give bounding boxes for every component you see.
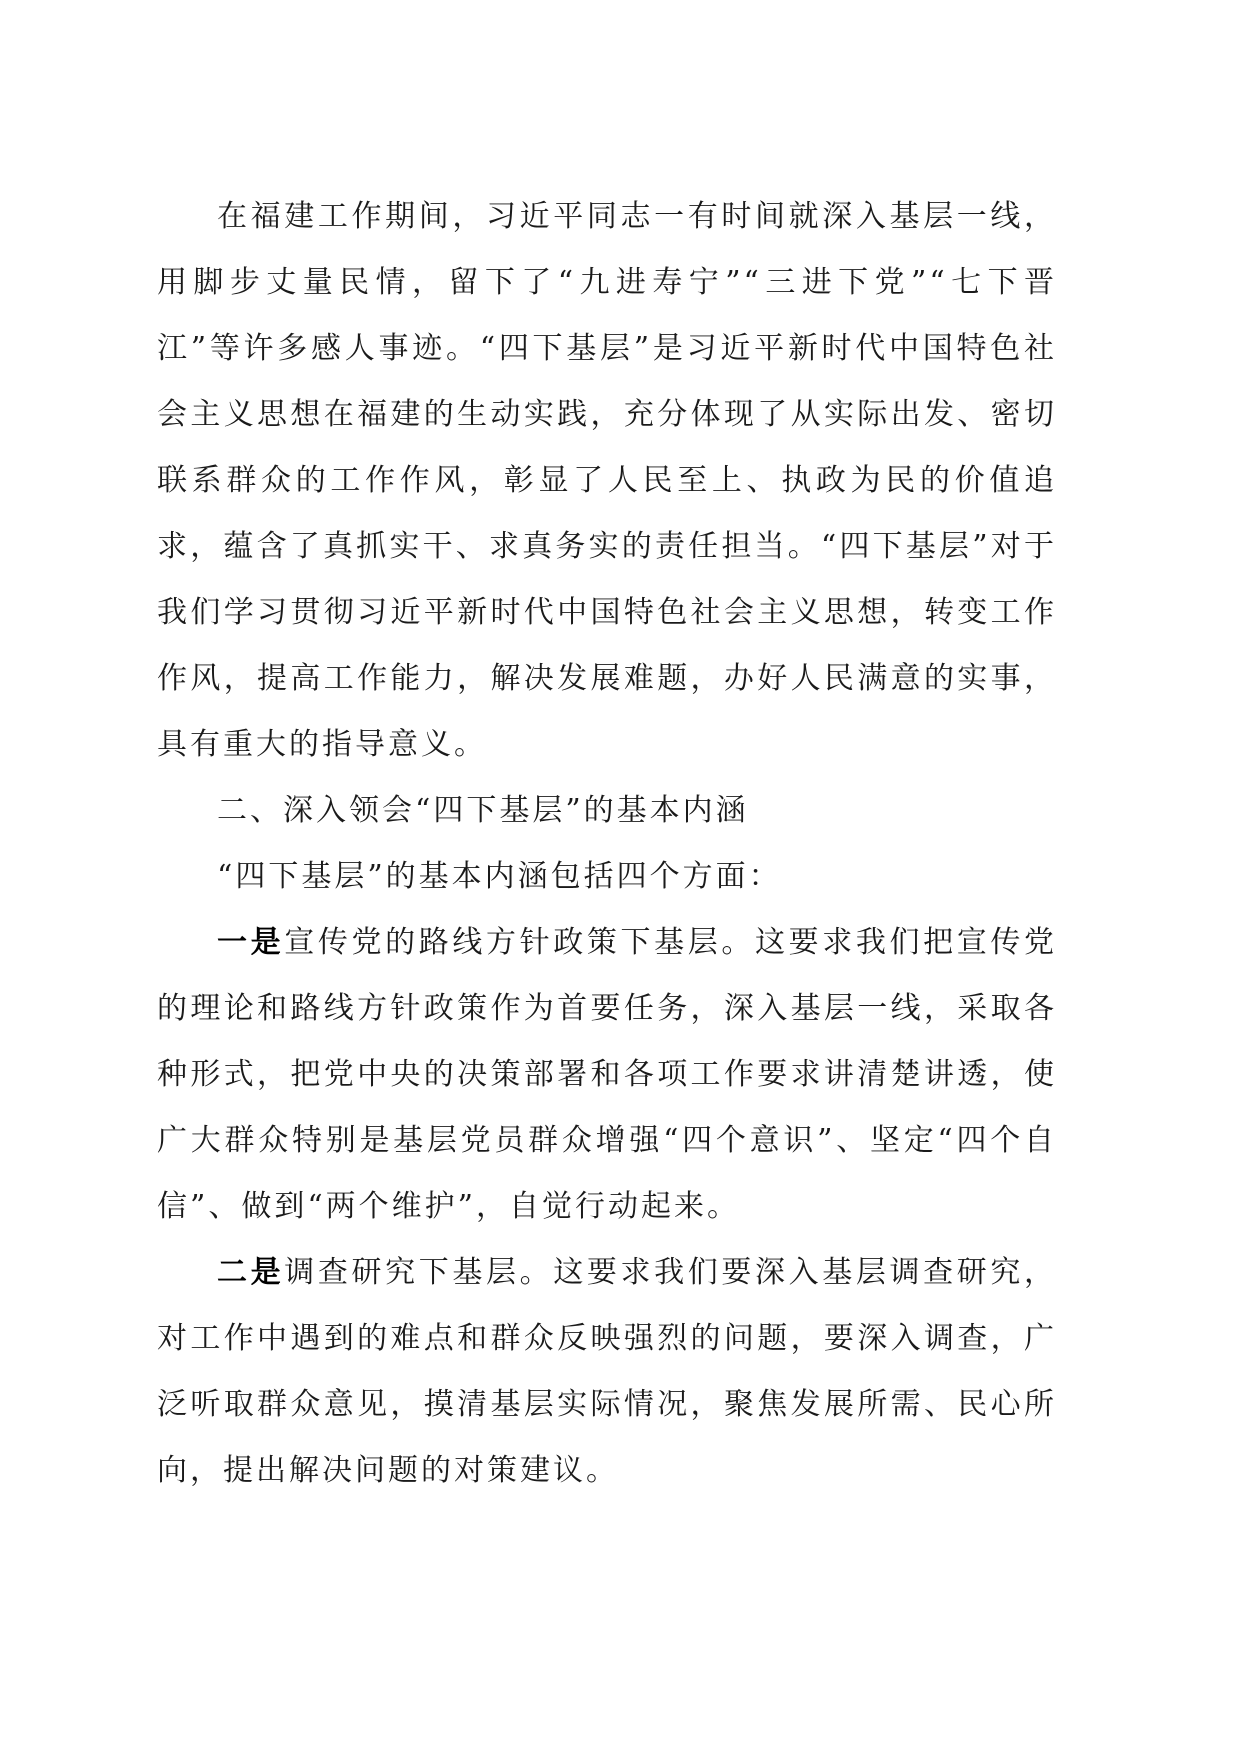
document-body bbox=[157, 184, 1057, 1504]
point-one-body: 宣传党的路线方针政策下基层。这要求我们把宣传党的理论和路线方针政策作为首要任务，深入基层一线，采取各种形式，把党中央的决策部署和各项工作要求讲清楚讲透，使广大群众特别是基层党员群众增强“四个意识”、坚定“四个自信”、做到“两个维护”，自觉行动起来。 bbox=[157, 925, 1057, 1224]
paragraph-point-one bbox=[157, 910, 1057, 1240]
section-heading-two: 二、深入领会“四下基层”的基本内涵 bbox=[217, 793, 749, 828]
paragraph-fujian-work: 在福建工作期间，习近平同志一有时间就深入基层一线，用脚步丈量民情，留下了“九进寿宁”“三进下党”“七下晋江”等许多感人事迹。“四下基层”是习近平新时代中国特色社会主义思想在福建的生动实践，充分体现了从实际出发、密切联系群众的工作作风，彰显了人民至上、执政为民的价值追求，蕴含了真抓实干、求真务实的责任担当。“四下基层”对于我们学习贯彻习近平新时代中国特色社会主义思想，转变工作作风，提高工作能力，解决发展难题，办好人民满意的实事，具有重大的指导意义。 bbox=[157, 199, 1057, 762]
paragraph-intro: “四下基层”的基本内涵包括四个方面： bbox=[217, 859, 782, 894]
paragraph-point-two bbox=[157, 1240, 1057, 1504]
point-two-lead: 二是 bbox=[217, 1255, 285, 1290]
point-one-lead: 一是 bbox=[217, 925, 285, 960]
point-two-body: 调查研究下基层。这要求我们要深入基层调查研究，对工作中遇到的难点和群众反映强烈的问题，要深入调查，广泛听取群众意见，摸清基层实际情况，聚焦发展所需、民心所向，提出解决问题的对策建议。 bbox=[157, 1255, 1057, 1488]
